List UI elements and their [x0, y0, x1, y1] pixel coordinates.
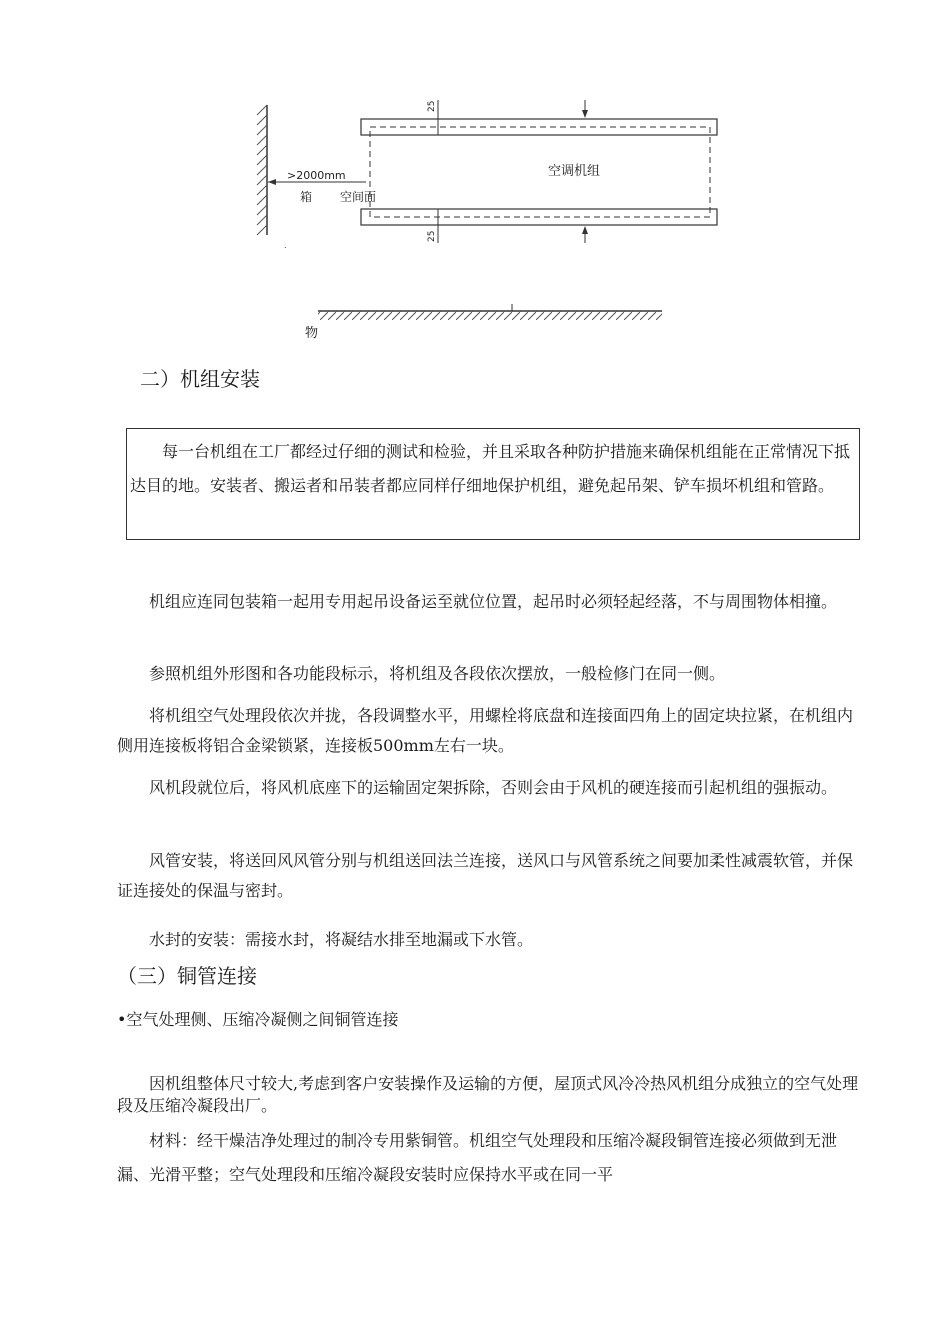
space-label: 空间面 — [340, 190, 377, 204]
paragraph-water-seal: 水封的安装：需接水封，将凝结水排至地漏或下水管。 — [149, 930, 534, 949]
bottom-dim-label: 25 — [427, 230, 437, 242]
paragraph-materials: 材料：经干燥洁净处理过的制冷专用紫铜管。机组空气处理段和压缩冷凝段铜管连接必须做到无泄漏、光滑平整；空气处理段和压缩冷凝段安装时应保持水平或在同一平 — [117, 1131, 838, 1184]
air-conditioning-unit — [361, 119, 717, 225]
bullet-item: •空气处理侧、压缩冷凝侧之间铜管连接 — [117, 1010, 399, 1029]
unit-label: 空调机组 — [548, 164, 601, 179]
section-heading-unit-installation: 二）机组安装 — [140, 367, 260, 391]
paragraph-placement: 参照机组外形图和各功能段标示，将机组及各段依次摆放，一般检修门在同一侧。 — [149, 664, 726, 683]
installation-clearance-diagram — [0, 0, 950, 350]
paragraph-factory-split: 因机组整体尺寸较大,考虑到客户安装操作及运输的方便，屋顶式风冷冷热风机组分成独立的空气处理段及压缩冷凝段出厂。 — [117, 1074, 859, 1115]
distance-label: >2000mm — [287, 169, 346, 182]
notice-paragraph: 每一台机组在工厂都经过仔细的测试和检验，并且采取各种防护措施来确保机组能在正常情况下抵达目的地。安装者、搬运者和吊装者都应同样仔细地保护机组，避免起吊架、铲车损坏机组和管路。 — [130, 442, 851, 495]
top-dimension — [427, 100, 588, 135]
ground — [305, 304, 662, 341]
distance-dimension — [268, 169, 366, 185]
bottom-dimension — [427, 209, 588, 243]
notice-box — [126, 428, 860, 540]
paragraph-duct-installation: 风管安装，将送回风风管分别与机组送回法兰连接，送风口与风管系统之间要加柔性减震软管，并保证连接处的保温与密封。 — [117, 851, 854, 900]
top-dim-label: 25 — [427, 100, 437, 112]
object-label: 物 — [305, 326, 319, 341]
paragraph-fan-section: 风机段就位后，将风机底座下的运输固定架拆除，否则会由于风机的硬连接而引起机组的强振动。 — [149, 778, 838, 797]
paragraph-lifting: 机组应连同包装箱一起用专用起吊设备运至就位位置，起吊时必须轻起经落，不与周围物体相撞。 — [149, 592, 838, 611]
wall — [257, 105, 267, 235]
section-heading-copper-pipe: （三）铜管连接 — [117, 964, 257, 988]
box-label: 箱 — [300, 190, 313, 204]
svg-text:.: . — [284, 241, 287, 250]
paragraph-alignment: 将机组空气处理段依次并拢，各段调整水平，用螺栓将底盘和连接面四角上的固定块拉紧，在机组内侧用连接板将铝合金梁锁紧，连接板500mm左右一块。 — [117, 706, 854, 755]
